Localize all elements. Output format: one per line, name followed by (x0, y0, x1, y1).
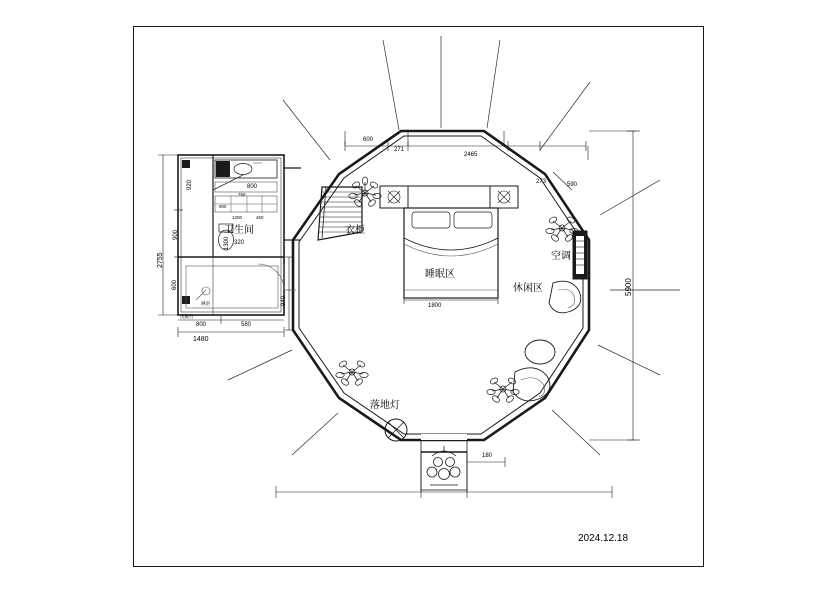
dimension-2465: 2465 (464, 152, 478, 158)
bed-furniture (380, 186, 518, 298)
room-label-floor-lamp: 落地灯 (370, 400, 400, 411)
room-label-bathroom: 卫生间 (224, 225, 254, 236)
dimension-580-left: 580 (241, 322, 252, 328)
dimension-273: 273 (536, 179, 547, 185)
dimension-940: 940 (281, 295, 287, 306)
dimension-920: 920 (187, 179, 193, 190)
dimension-1300: 1300 (224, 236, 230, 250)
bottom-dimension-chain (276, 457, 612, 498)
room-label-leisure-area: 休闲区 (513, 283, 543, 294)
dimension-900: 900 (173, 229, 179, 240)
dimension-1800-bed: 1800 (428, 303, 442, 309)
note-750: 750 (238, 192, 246, 197)
outer-wall-polygon (293, 131, 589, 440)
dimension-180-door: 180 (482, 453, 493, 459)
dimension-800-left: 800 (196, 322, 207, 328)
dimension-1480: 1480 (193, 336, 209, 343)
radiating-guide-lines (213, 36, 680, 455)
bed-width-dimension (404, 296, 498, 304)
dimension-320-inner: 320 (234, 240, 245, 246)
drawing-date: 2024.12.18 (578, 533, 629, 544)
note-450: 450 (256, 215, 264, 220)
note-washbasin: 洗漱台 (180, 314, 194, 319)
dimension-590: 590 (567, 182, 578, 188)
dimension-600-top: 600 (363, 137, 374, 143)
dimension-271: 271 (394, 147, 405, 153)
entry-door (421, 434, 467, 492)
note-shower: 淋浴 (201, 301, 210, 306)
dimension-600-left: 600 (172, 279, 178, 290)
note-900: 900 (219, 204, 227, 209)
dimension-2755: 2755 (157, 252, 164, 268)
room-label-wardrobe: 衣柜 (345, 225, 365, 236)
top-dimension-chain (345, 131, 588, 190)
sheet-border (134, 27, 704, 567)
air-conditioner-unit (573, 231, 587, 279)
note-1200: 1200 (232, 215, 243, 220)
room-label-air-conditioner: 空调 (551, 251, 571, 262)
dimension-800-top: 800 (247, 184, 258, 190)
dimension-5900: 5900 (624, 278, 633, 296)
room-label-sleeping-area: 睡眠区 (425, 269, 455, 280)
